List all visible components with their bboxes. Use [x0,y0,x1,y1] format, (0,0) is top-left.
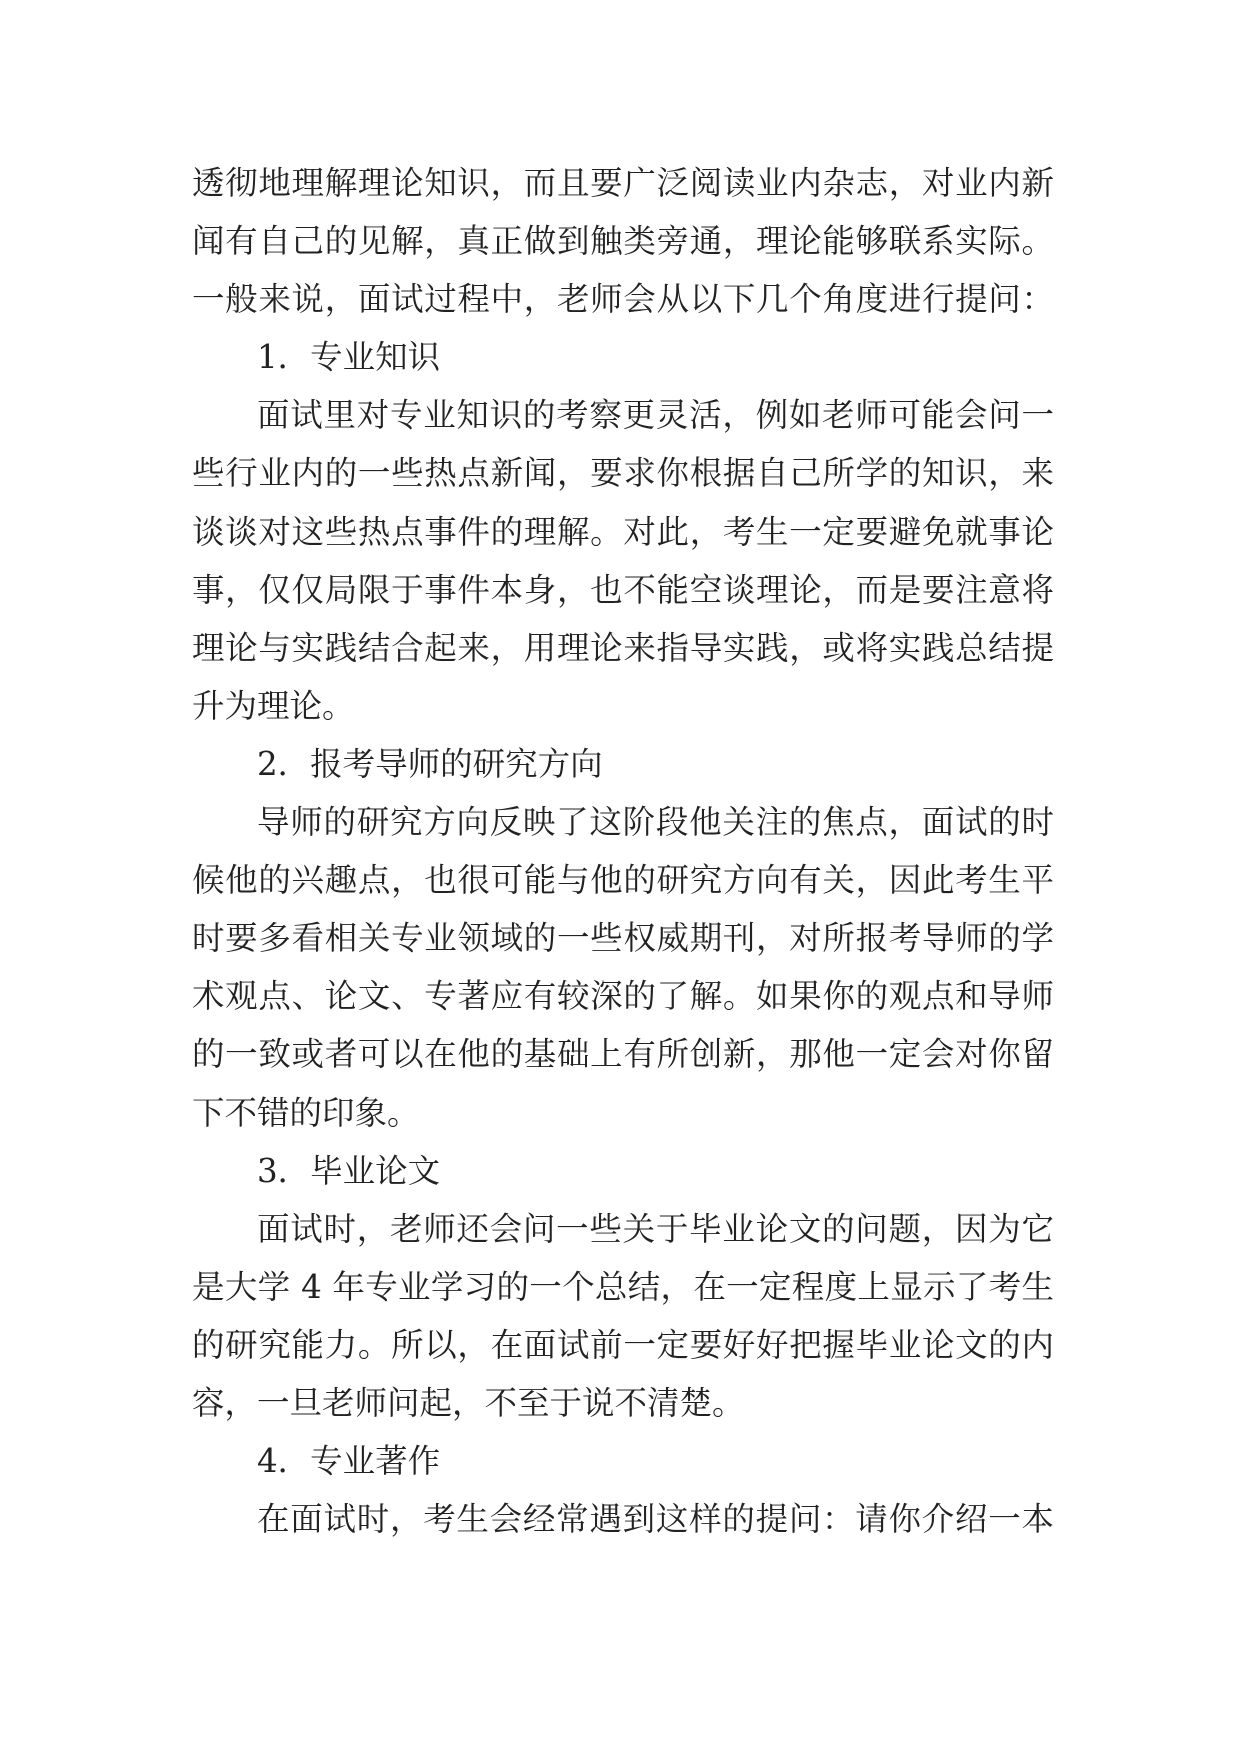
paragraph-first-line: 在面试时，考生会经常遇到这样的提问：请你介绍一本 [257,1500,1054,1539]
text-line: 事，仅仅局限于事件本身，也不能空谈理论，而是要注意将 [192,570,1054,609]
text-line: 是大学 4 年专业学习的一个总结，在一定程度上显示了考生 [192,1267,1054,1306]
section-heading-2: 2．报考导师的研究方向 [257,744,603,783]
text-line: 一般来说，面试过程中，老师会从以下几个角度进行提问： [192,280,1054,319]
section-heading-3: 3．毕业论文 [257,1151,441,1190]
paragraph-first-line: 面试里对专业知识的考察更灵活，例如老师可能会问一 [257,396,1054,435]
document-body [192,154,1054,1548]
text-line: 时要多看相关专业领域的一些权威期刊，对所报考导师的学 [192,919,1054,958]
paragraph-last-line: 升为理论。 [192,686,355,725]
text-line: 术观点、论文、专著应有较深的了解。如果你的观点和导师 [192,977,1054,1016]
paragraph-last-line: 容，一旦老师问起，不至于说不清楚。 [192,1383,745,1422]
paragraph-first-line: 面试时，老师还会问一些关于毕业论文的问题，因为它 [257,1209,1054,1248]
text-line: 候他的兴趣点，也很可能与他的研究方向有关，因此考生平 [192,861,1054,900]
text-line: 理论与实践结合起来，用理论来指导实践，或将实践总结提 [192,628,1054,667]
text-line: 的一致或者可以在他的基础上有所创新，那他一定会对你留 [192,1035,1054,1074]
text-line: 的研究能力。所以，在面试前一定要好好把握毕业论文的内 [192,1325,1054,1364]
text-line: 谈谈对这些热点事件的理解。对此，考生一定要避免就事论 [192,512,1054,551]
text-line: 闻有自己的见解，真正做到触类旁通，理论能够联系实际。 [192,222,1054,261]
paragraph-last-line: 下不错的印象。 [192,1093,420,1132]
section-heading-4: 4．专业著作 [257,1442,441,1481]
text-line: 些行业内的一些热点新闻，要求你根据自己所学的知识，来 [192,454,1054,493]
section-heading-1: 1．专业知识 [257,338,441,377]
text-line: 透彻地理解理论知识，而且要广泛阅读业内杂志，对业内新 [192,164,1054,202]
paragraph-first-line: 导师的研究方向反映了这阶段他关注的焦点，面试的时 [257,803,1054,842]
